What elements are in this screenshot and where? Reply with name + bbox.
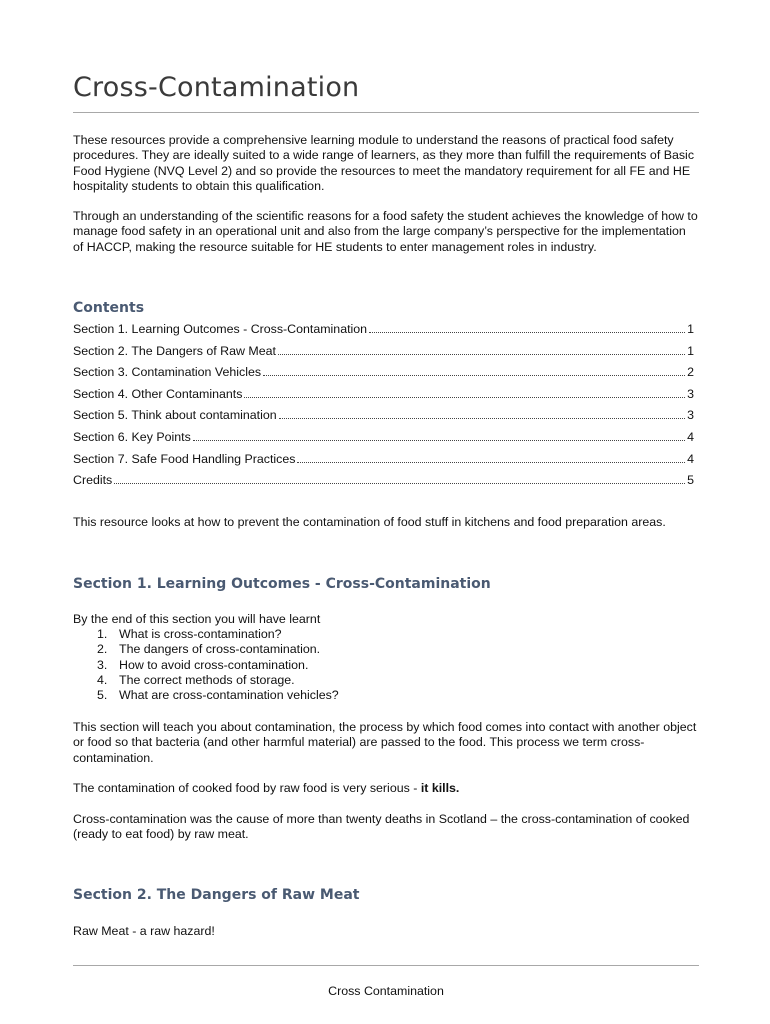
learning-outcomes-intro: By the end of this section you will have learnt	[73, 612, 321, 626]
list-item-number: 1.	[97, 627, 108, 641]
toc-dot-leader	[279, 418, 685, 419]
toc-page-number: 5	[687, 473, 694, 488]
toc-dot-leader	[244, 397, 685, 398]
toc-page-number: 2	[687, 365, 694, 380]
toc-item-label: Section 4. Other Contaminants	[73, 386, 243, 401]
list-item-number: 4.	[97, 672, 108, 687]
list-item	[73, 642, 339, 657]
table-of-contents	[73, 322, 694, 495]
list-item-text: The correct methods of storage.	[119, 672, 295, 687]
scope-paragraph: This resource looks at how to prevent the contamination of food stuff in kitchens and food preparation areas.	[73, 515, 666, 529]
page-footer: Cross Contamination	[328, 984, 444, 998]
list-item-text: How to avoid cross-contamination.	[119, 657, 309, 672]
toc-item-section-7[interactable]	[73, 452, 694, 474]
toc-page-number: 3	[687, 386, 694, 401]
list-item	[73, 688, 339, 703]
toc-item-label: Credits	[73, 473, 113, 488]
list-item-number: 2.	[97, 642, 108, 657]
emphasis-text: it kills.	[420, 781, 460, 795]
list-item-number: 5.	[97, 688, 108, 703]
toc-item-section-1[interactable]	[73, 322, 694, 344]
toc-dot-leader	[193, 440, 685, 441]
toc-item-section-2[interactable]	[73, 344, 694, 366]
raw-meat-hazard-paragraph: Raw Meat - a raw hazard!	[73, 924, 215, 938]
section-2-heading: Section 2. The Dangers of Raw Meat	[73, 887, 360, 903]
list-item	[73, 658, 339, 673]
toc-item-section-6[interactable]	[73, 430, 694, 452]
toc-page-number: 1	[687, 322, 694, 336]
intro-paragraph-2: Through an understanding of the scientific reasons for a food safety the student achieves the knowledge of how to manage food safety in an operational unit and also from the large company’s perspective for the implementation of HACCP, making the resource suitable for HE students to enter management roles in industry.	[73, 209, 698, 254]
toc-item-label: Section 7. Safe Food Handling Practices	[73, 451, 296, 466]
toc-item-section-5[interactable]	[73, 408, 694, 430]
toc-page-number: 4	[687, 429, 694, 444]
seriousness-paragraph	[73, 781, 699, 796]
toc-item-section-4[interactable]	[73, 387, 694, 409]
toc-item-label: Section 5. Think about contamination	[73, 408, 277, 423]
learning-outcomes-list	[73, 627, 339, 703]
title-divider	[73, 112, 699, 113]
list-item-text: What is cross-contamination?	[119, 627, 282, 641]
document-title: Cross-Contamination	[73, 72, 360, 103]
scotland-deaths-paragraph: Cross-contamination was the cause of more than twenty deaths in Scotland – the cross-contamination of cooked (ready to eat food) by raw meat.	[73, 812, 690, 842]
toc-item-credits[interactable]	[73, 473, 694, 495]
list-item-text: What are cross-contamination vehicles?	[119, 688, 339, 703]
seriousness-text: The contamination of cooked food by raw food is very serious -	[73, 781, 421, 795]
footer-divider	[73, 965, 699, 966]
toc-page-number: 4	[687, 451, 694, 466]
toc-dot-leader	[278, 354, 685, 355]
list-item	[73, 627, 339, 642]
toc-page-number: 3	[687, 408, 694, 423]
contents-heading: Contents	[73, 300, 145, 316]
list-item	[73, 673, 339, 688]
toc-item-label: Section 3. Contamination Vehicles	[73, 365, 262, 380]
toc-item-label: Section 2. The Dangers of Raw Meat	[73, 343, 276, 358]
toc-page-number: 1	[687, 343, 694, 358]
toc-item-label: Section 6. Key Points	[73, 429, 191, 444]
section-1-heading: Section 1. Learning Outcomes - Cross-Contamination	[73, 576, 491, 592]
list-item-text: The dangers of cross-contamination.	[119, 642, 321, 657]
toc-dot-leader	[263, 375, 685, 376]
toc-item-section-3[interactable]	[73, 365, 694, 387]
toc-item-label: Section 1. Learning Outcomes - Cross-Contamination	[73, 322, 368, 336]
toc-dot-leader	[114, 483, 685, 484]
intro-paragraph-1: These resources provide a comprehensive learning module to understand the reasons of practical food safety procedures. They are ideally suited to a wide range of learners, as they more than fulfill the requirements of Basic Food Hygiene (NVQ Level 2) and so provide the resources to meet the mandatory requirement for all FE and HE hospitality students to obtain this qualification.	[73, 133, 695, 193]
contamination-definition-paragraph: This section will teach you about contamination, the process by which food comes into contact with another object or food so that bacteria (and other harmful material) are passed to the food. This process we term cross-contamination.	[73, 720, 697, 765]
list-item-number: 3.	[97, 657, 108, 672]
toc-dot-leader	[297, 462, 685, 463]
toc-dot-leader	[369, 332, 685, 333]
